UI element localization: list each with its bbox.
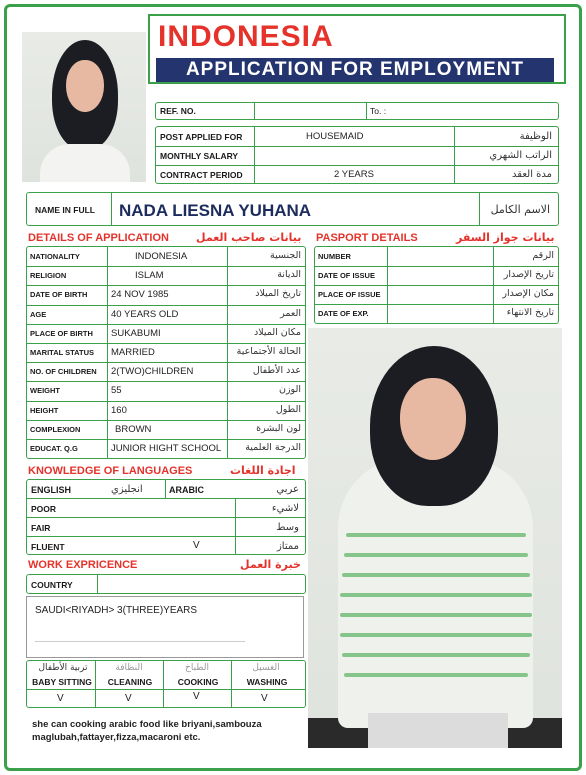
detail-value: INDONESIA [135,251,188,262]
work-entry-box [26,596,304,658]
washing-arabic: الغسيل [252,663,280,673]
poor-arabic: لاشيء [271,503,299,514]
detail-value: BROWN [115,423,152,435]
fluent-mark: V [193,540,200,551]
work-heading-arabic: خبرة العمل [240,558,301,571]
detail-label: NATIONALITY [30,252,80,261]
detail-label: DATE OF BIRTH [30,290,88,300]
detail-value: SUKABUMI [111,327,161,339]
country-label: COUNTRY [31,580,73,590]
job-table [155,126,559,184]
name-row [26,192,559,226]
fair-arabic: وسط [276,522,299,533]
arabic-label: ARABIC [169,485,204,495]
passport-table [314,246,559,324]
remarks-text: she can cooking arabic food like briyani,sambouza maglubah,fattayer,fizza,macaroni etc. [32,719,262,743]
name-arabic: الاسم الكامل [490,203,550,216]
passport-label: DATE OF EXP. [318,309,369,318]
detail-arabic: الوزن [278,384,301,396]
fluent-arabic: ممتاز [276,541,299,552]
languages-heading: KNOWLEDGE OF LANGUAGES [28,465,193,477]
detail-label: COMPLEXION [30,424,81,434]
cleaning-mark: V [125,693,132,704]
poor-label: POOR [31,504,57,514]
title-banner [148,14,566,84]
detail-value: ISLAM [135,270,164,282]
detail-arabic: العمر [280,307,301,319]
post-label: POST APPLIED FOR [160,132,243,142]
cleaning-arabic: النظافة [115,663,143,673]
full-body-photo [308,328,562,748]
passport-arabic: مكان الإصدار [502,288,554,299]
contract-value: 2 YEARS [334,169,374,180]
detail-label: RELIGION [30,271,67,281]
detail-label: EDUCAT. Q.G [30,444,78,453]
country-row [26,574,306,594]
detail-arabic: الديانة [277,269,301,281]
washing-mark: V [261,693,268,704]
cooking-label: COOKING [177,677,219,687]
languages-heading-arabic: اجادة اللغات [230,464,296,477]
skills-table [26,660,306,708]
salary-arabic: الراتب الشهري [489,150,552,161]
ref-row [155,102,559,120]
babysitting-mark: V [57,693,64,704]
post-arabic: الوظيفة [519,131,552,142]
languages-table [26,479,306,555]
passport-heading-arabic: بيانات جواز السفر [456,231,555,244]
cleaning-label: CLEANING [107,677,153,687]
fair-label: FAIR [31,523,51,533]
detail-value: MARRIED [111,347,155,358]
detail-value: 2(TWO)CHILDREN [111,366,194,378]
babysitting-label: BABY SITTING [32,677,92,687]
passport-label: PLACE OF ISSUE [318,290,381,299]
passport-label: DATE OF ISSUE [318,271,375,280]
detail-value: 24 NOV 1985 [111,289,169,301]
detail-label: MARITAL STATUS [30,348,95,357]
details-table [26,246,306,459]
work-entry: SAUDI<RIYADH> 3(THREE)YEARS [35,605,198,616]
name-label: NAME IN FULL [35,205,95,215]
salary-label: MONTHLY SALARY [160,151,239,161]
country-title: INDONESIA [158,20,334,53]
passport-arabic: تاريخ الانتهاء [506,307,554,318]
form-subtitle: APPLICATION FOR EMPLOYMENT [156,58,554,82]
to-label: To. : [370,106,387,116]
detail-value: 40 YEARS OLD [111,308,179,320]
detail-label: WEIGHT [30,386,60,396]
detail-arabic: لون البشرة [256,422,301,434]
details-heading: DETAILS OF APPLICATION [28,232,169,244]
cooking-arabic: الطباخ [185,663,209,673]
ref-label: REF. NO. [160,106,196,116]
contract-label: CONTRACT PERIOD [160,170,243,180]
detail-arabic: عدد الأطفال [252,365,301,377]
detail-arabic: مكان الميلاد [253,326,301,338]
post-value: HOUSEMAID [306,131,364,142]
detail-value: 55 [111,385,122,397]
detail-label: NO. OF CHILDREN [30,367,97,377]
detail-label: HEIGHT [30,405,59,415]
passport-label: NUMBER [318,252,351,261]
detail-arabic: الدرجة العلمية [245,442,301,453]
cooking-mark: V [193,691,200,702]
detail-arabic: الحالة الأجتماعية [236,346,301,357]
fluent-label: FLUENT [31,542,65,552]
passport-heading: PASPORT DETAILS [316,232,418,244]
arabic-arabic: عربي [276,484,299,495]
detail-value: JUNIOR HIGHT SCHOOL [111,443,222,454]
detail-label: PLACE OF BIRTH [30,328,93,338]
detail-value: 160 [111,404,127,416]
contract-arabic: مدة العقد [512,169,552,180]
portrait-photo [22,32,146,182]
detail-label: AGE [30,309,47,319]
babysitting-arabic: تربية الأطفال [38,663,88,673]
remarks-box [26,712,306,758]
details-heading-arabic: بيانات صاحب العمل [196,231,302,244]
english-arabic: انجليزي [111,484,143,495]
detail-arabic: تاريخ الميلاد [255,288,301,300]
detail-arabic: الطول [275,403,301,415]
full-name: NADA LIESNA YUHANA [119,201,312,220]
passport-arabic: تاريخ الإصدار [503,269,554,280]
passport-arabic: الرقم [532,250,554,261]
detail-arabic: الجنسية [270,250,301,261]
washing-label: WASHING [246,677,288,687]
work-heading: WORK EXPRICENCE [28,559,138,571]
english-label: ENGLISH [31,485,72,495]
